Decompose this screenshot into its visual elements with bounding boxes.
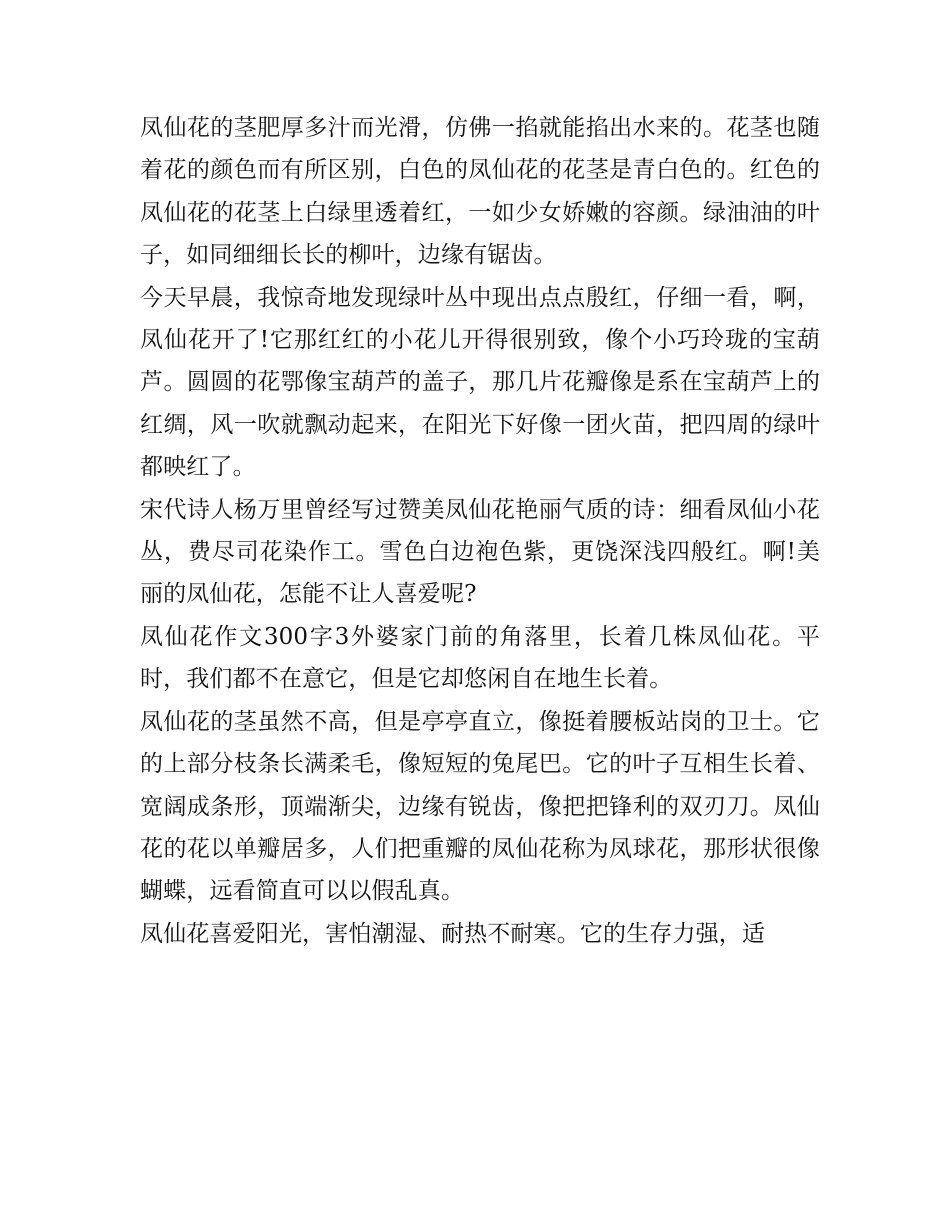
paragraph-5: 凤仙花的茎虽然不高，但是亭亭直立，像挺着腰板站岗的卫士。它的上部分枝条长满柔毛，像短短的兔尾巴。它的叶子互相生长着、宽阔成条形，顶端渐尖，边缘有锐齿，像把把锋利的双刃刀。凤仙花的花以单瓣居多，人们把重瓣的凤仙花称为凤球花，那形状很像蝴蝶，远看简直可以以假乱真。: [140, 708, 820, 905]
paragraph-6: 凤仙花喜爱阳光，害怕潮湿、耐热不耐寒。它的生存力强，适: [140, 920, 766, 947]
paragraph-4: 凤仙花作文300字3外婆家门前的角落里，长着几株凤仙花。平时，我们都不在意它，但是它却悠闲自在地生长着。: [140, 623, 820, 693]
paragraph-3: 宋代诗人杨万里曾经写过赞美凤仙花艳丽气质的诗：细看凤仙小花丛，费尽司花染作工。雪色白边袍色紫，更饶深浅四般红。啊!美丽的凤仙花，怎能不让人喜爱呢?: [140, 496, 820, 608]
paragraph-2: 今天早晨，我惊奇地发现绿叶丛中现出点点殷红，仔细一看，啊，凤仙花开了!它那红红的小花儿开得很别致，像个小巧玲珑的宝葫芦。圆圆的花鄂像宝葫芦的盖子，那几片花瓣像是系在宝葫芦上的红绸，风一吹就飘动起来，在阳光下好像一团火苗，把四周的绿叶都映红了。: [140, 284, 820, 481]
paragraph-1: 凤仙花的茎肥厚多汁而光滑，仿佛一掐就能掐出水来的。花茎也随着花的颜色而有所区别，白色的凤仙花的花茎是青白色的。红色的凤仙花的花茎上白绿里透着红，一如少女娇嫩的容颜。绿油油的叶子，如同细细长长的柳叶，边缘有锯齿。: [140, 115, 820, 269]
document-body: [140, 107, 820, 955]
